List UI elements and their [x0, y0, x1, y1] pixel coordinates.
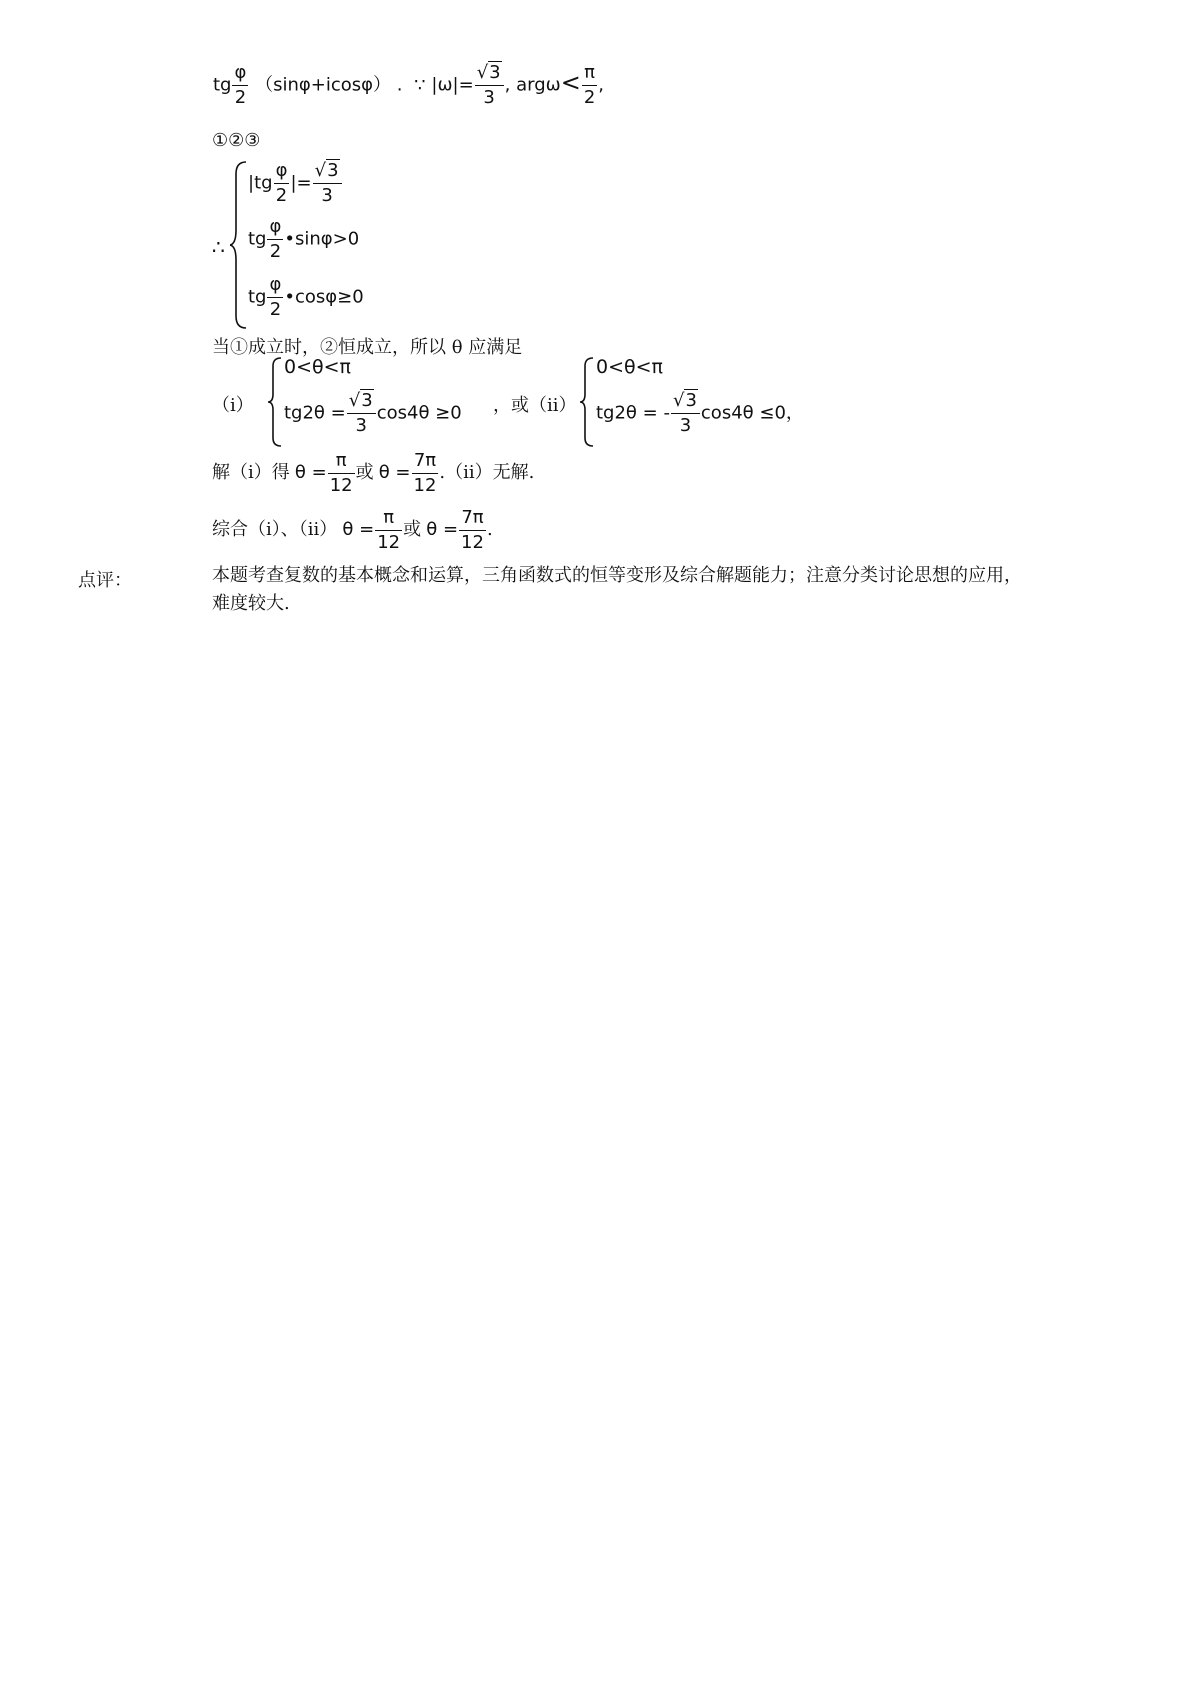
7pi-over-12 — [412, 452, 439, 495]
cos4theta-ineq: cos4θ ≥0 — [376, 402, 462, 424]
abs-eq: |= — [290, 172, 312, 194]
sqrt-arg: 3 — [327, 160, 339, 181]
sqrt: √3 — [476, 62, 501, 83]
tg-text: tg — [248, 228, 267, 250]
frac-num: π — [582, 64, 597, 86]
frac-num: π — [328, 452, 355, 474]
theta-eq: θ = — [378, 462, 411, 483]
left-brace — [580, 356, 596, 448]
tg-text: tg — [248, 286, 267, 308]
paren-expr: （sinφ+icosφ） — [255, 74, 391, 96]
theta-eq: θ = — [426, 519, 459, 540]
theta-eq: θ = — [342, 519, 375, 540]
phi-over-2 — [274, 162, 290, 205]
frac-den: 2 — [269, 241, 282, 262]
case-ii-row2 — [596, 392, 804, 435]
case-ii-row1: 0<θ<π — [596, 356, 663, 378]
comma: , — [598, 74, 605, 96]
omega: ω — [545, 74, 561, 96]
frac-num: φ — [274, 162, 290, 184]
sqrt: √3 — [348, 390, 373, 411]
pi-over-12 — [375, 509, 402, 552]
comma: , — [504, 74, 511, 96]
frac-den: 3 — [679, 415, 692, 436]
phi-over-2 — [267, 276, 283, 319]
system1-row2 — [248, 218, 359, 261]
sqrt3-over-3 — [475, 64, 504, 107]
comment-label: 点评： — [78, 570, 132, 591]
abs-tg: |tg — [248, 172, 273, 194]
sqrt: √3 — [314, 160, 339, 181]
solve-suffix: .（ii）无解. — [439, 462, 535, 483]
phi-over-2 — [232, 64, 248, 107]
sqrt3-over-3 — [671, 392, 700, 435]
frac-num: π — [375, 509, 402, 531]
condition-line: 当①成立时，②恒成立，所以 θ 应满足 — [212, 337, 523, 358]
theta-eq: θ = — [294, 462, 327, 483]
frac-num: φ — [232, 64, 248, 86]
sqrt3-over-3 — [347, 392, 376, 435]
cos4theta-ineq: cos4θ ≤0 — [700, 402, 786, 424]
comment-text — [212, 562, 1112, 618]
frac-den: 2 — [234, 87, 247, 108]
case-i-label: （i） — [212, 395, 254, 416]
tg2theta: tg2θ = — [284, 402, 346, 424]
frac-num: φ — [267, 218, 283, 240]
frac-den: 12 — [377, 532, 401, 553]
system1-row1 — [248, 162, 343, 205]
frac-den: 2 — [583, 87, 596, 108]
sqrt-arg: 3 — [489, 62, 501, 83]
comma: ， — [785, 402, 804, 424]
frac-den: 12 — [329, 475, 353, 496]
period: . — [486, 519, 493, 540]
phi-over-2 — [267, 218, 283, 261]
abs-omega: |ω|= — [431, 74, 474, 96]
dot: . — [396, 74, 403, 96]
frac-num: φ — [267, 276, 283, 298]
tg-text: tg — [213, 74, 232, 96]
left-brace — [268, 356, 284, 448]
pi-over-2 — [582, 64, 597, 107]
or-text: 或 — [355, 462, 374, 483]
intro-expression — [213, 64, 604, 107]
frac-num: 7π — [459, 509, 486, 531]
frac-den: 2 — [269, 299, 282, 320]
solve-prefix: 解（i）得 — [212, 462, 290, 483]
sqrt-arg: 3 — [361, 390, 373, 411]
left-brace — [230, 160, 250, 330]
frac-den: 3 — [321, 185, 333, 206]
sin-inequality: •sinφ>0 — [284, 228, 360, 250]
frac-den: 12 — [413, 475, 437, 496]
comment-line1: 本题考查复数的基本概念和运算，三角函数式的恒等变形及综合解题能力；注意分类讨论思想的应用， — [212, 565, 1022, 586]
tg2theta: tg2θ = - — [596, 402, 670, 424]
case-i-row1: 0<θ<π — [284, 356, 351, 378]
sqrt: √3 — [672, 390, 697, 411]
combine-line — [212, 509, 493, 552]
case-i-row2 — [284, 392, 462, 435]
frac-den: 3 — [483, 87, 495, 108]
or-text: 或 — [403, 519, 422, 540]
sqrt-arg: 3 — [685, 390, 697, 411]
frac-num: 7π — [412, 452, 439, 474]
frac-den: 12 — [461, 532, 484, 553]
combine-prefix: 综合（i）、（ii） — [212, 519, 338, 540]
lt: < — [560, 68, 581, 97]
circled-labels: ①②③ — [212, 130, 261, 151]
frac-den: 2 — [275, 185, 288, 206]
cos-inequality: •cosφ≥0 — [284, 286, 364, 308]
7pi-over-12 — [459, 509, 486, 552]
sqrt3-over-3 — [313, 162, 342, 205]
solve-line — [212, 452, 534, 495]
pi-over-12 — [328, 452, 355, 495]
system1-row3 — [248, 276, 364, 319]
because-symbol: ∵ — [414, 74, 426, 96]
arg-text: arg — [516, 74, 546, 96]
or-label: ，或（ii） — [493, 395, 577, 416]
frac-den: 3 — [355, 415, 367, 436]
comment-line2: 难度较大. — [212, 593, 290, 614]
therefore-symbol: ∴ — [212, 235, 225, 259]
